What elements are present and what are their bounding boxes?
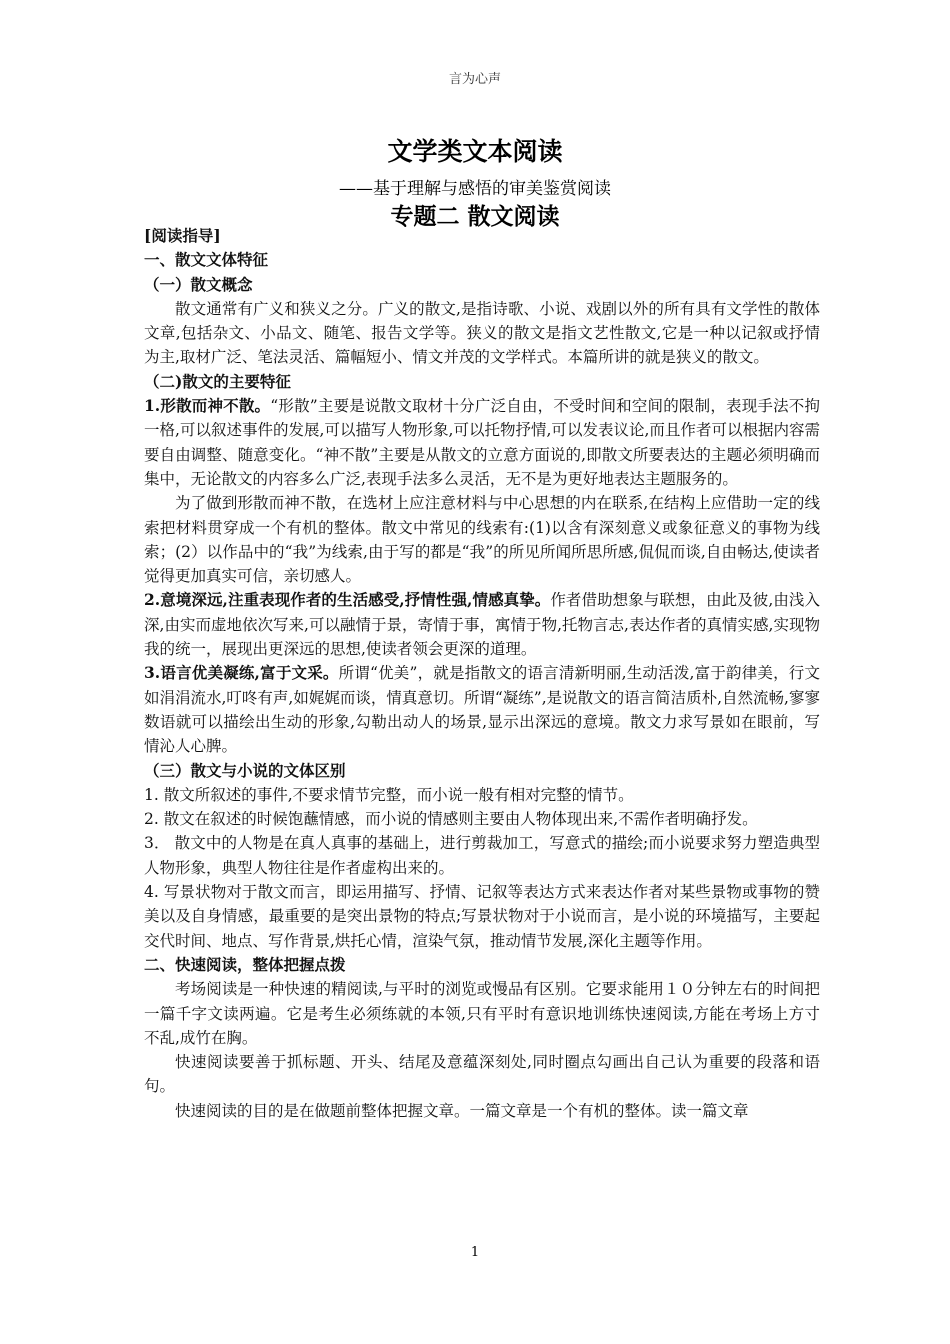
page-header: 言为心声	[448, 72, 501, 87]
subsection-heading-concept: （一）散文概念	[144, 274, 253, 294]
difference-item-4: 4. 写景状物对于散文而言，即运用描写、抒情、记叙等表达方式来表达作者对某些景物或事物的赞美以及自身情感，最重要的是突出景物的特点;写景状物对于小说而言，是小说的环境描写，主要起交代时间、地点、写作背景,烘托心情，渲染气氛，推动情节发展,深化主题等作用。	[144, 883, 820, 950]
subsection-heading-differences: （三）散文与小说的文体区别	[144, 760, 346, 780]
paragraph-concept: 散文通常有广义和狭义之分。广义的散文,是指诗歌、小说、戏剧以外的所有具有文学性的散体文章,包括杂文、小品文、随笔、报告文学等。狭义的散文是指文艺性散文,它是一种以记叙或抒情为主,取材广泛、笔法灵活、篇幅短小、情文并茂的文学样式。本篇所讲的就是狭义的散文。	[144, 299, 820, 367]
feature-3-paragraph	[144, 661, 820, 758]
feature-1-text: “形散”主要是说散文取材十分广泛自由，不受时间和空间的限制，表现手法不拘一格,可以叙述事件的发展,可以描写人物形象,可以托物抒情,可以发表议论,而且作者可以根据内容需要自由调整、随意变化。“神不散”主要是从散文的立意方面说的,即散文所要表达的主题必须明确而集中，无论散文的内容多么广泛,表现手法多么灵活，无不是为更好地表达主题服务的。	[144, 397, 820, 488]
paragraph-fast-reading-2: 快速阅读要善于抓标题、开头、结尾及意蕴深刻处,同时圈点勾画出自己认为重要的段落和语句。	[144, 1053, 820, 1096]
guide-label: [阅读指导]	[144, 226, 221, 245]
feature-1-lead: 1.形散而神不散。	[144, 396, 271, 416]
feature-1-paragraph	[144, 394, 820, 491]
feature-3-lead: 3.语言优美凝练,富于文采。	[144, 663, 339, 683]
subsection-heading-features: （二)散文的主要特征	[144, 371, 291, 391]
document-body	[144, 224, 820, 1123]
section-heading-2: 二、快速阅读，整体把握点拨	[144, 954, 346, 974]
feature-3-text: 所谓“优美”，就是指散文的语言清新明丽,生动活泼,富于韵律美，行文如涓涓流水,叮咚有声,如娓娓而谈，情真意切。所谓“凝练”,是说散文的语言简洁质朴,自然流畅,寥寥数语就可以描绘出生动的形象,勾勒出动人的场景,显示出深远的意境。散文力求写景如在眼前，写情沁人心脾。	[144, 664, 820, 756]
difference-item-2: 2. 散文在叙述的时候饱蘸情感，而小说的情感则主要由人物体现出来,不需作者明确抒发。	[144, 810, 758, 829]
feature-1-paragraph-2: 为了做到形散而神不散，在选材上应注意材料与中心思想的内在联系,在结构上应借助一定的线索把材料贯穿成一个有机的整体。散文中常见的线索有:(1)以含有深刻意义或象征意义的事物为线索；(2）以作品中的“我”为线索,由于写的都是“我”的所见所闻所思所感,侃侃而谈,自由畅达,使读者觉得更加真实可信，亲切感人。	[144, 494, 820, 586]
topic-title: 专题二 散文阅读	[390, 203, 560, 230]
feature-2-lead: 2.意境深远,注重表现作者的生活感受,抒情性强,情感真挚。	[144, 590, 551, 610]
paragraph-fast-reading-1: 考场阅读是一种快速的精阅读,与平时的浏览或慢品有区别。它要求能用１０分钟左右的时间把一篇千字文读两遍。它是考生必须练就的本领,只有平时有意识地训练快速阅读,方能在考场上方寸不乱,成竹在胸。	[144, 980, 820, 1047]
doc-title: 文学类文本阅读	[387, 137, 563, 166]
section-heading-1: 一、散文文体特征	[144, 250, 269, 270]
doc-subtitle: ——基于理解与感悟的审美鉴赏阅读	[339, 179, 611, 199]
page-number: 1	[470, 1245, 480, 1260]
difference-item-3: 3． 散文中的人物是在真人真事的基础上，进行剪裁加工，写意式的描绘;而小说要求努力塑造典型人物形象，典型人物往往是作者虚构出来的。	[144, 834, 820, 877]
paragraph-fast-reading-3: 快速阅读的目的是在做题前整体把握文章。一篇文章是一个有机的整体。读一篇文章	[175, 1101, 749, 1120]
difference-item-1: 1. 散文所叙述的事件,不要求情节完整，而小说一般有相对完整的情节。	[144, 785, 634, 804]
feature-2-paragraph	[144, 588, 820, 661]
feature-2-text: 作者借助想象与联想，由此及彼,由浅入深,由实而虚地依次写来,可以融情于景，寄情于事，寓情于物,托物言志,表达作者的真情实感,实现物我的统一，展现出更深远的思想,使读者领会更深的道理。	[144, 591, 820, 659]
